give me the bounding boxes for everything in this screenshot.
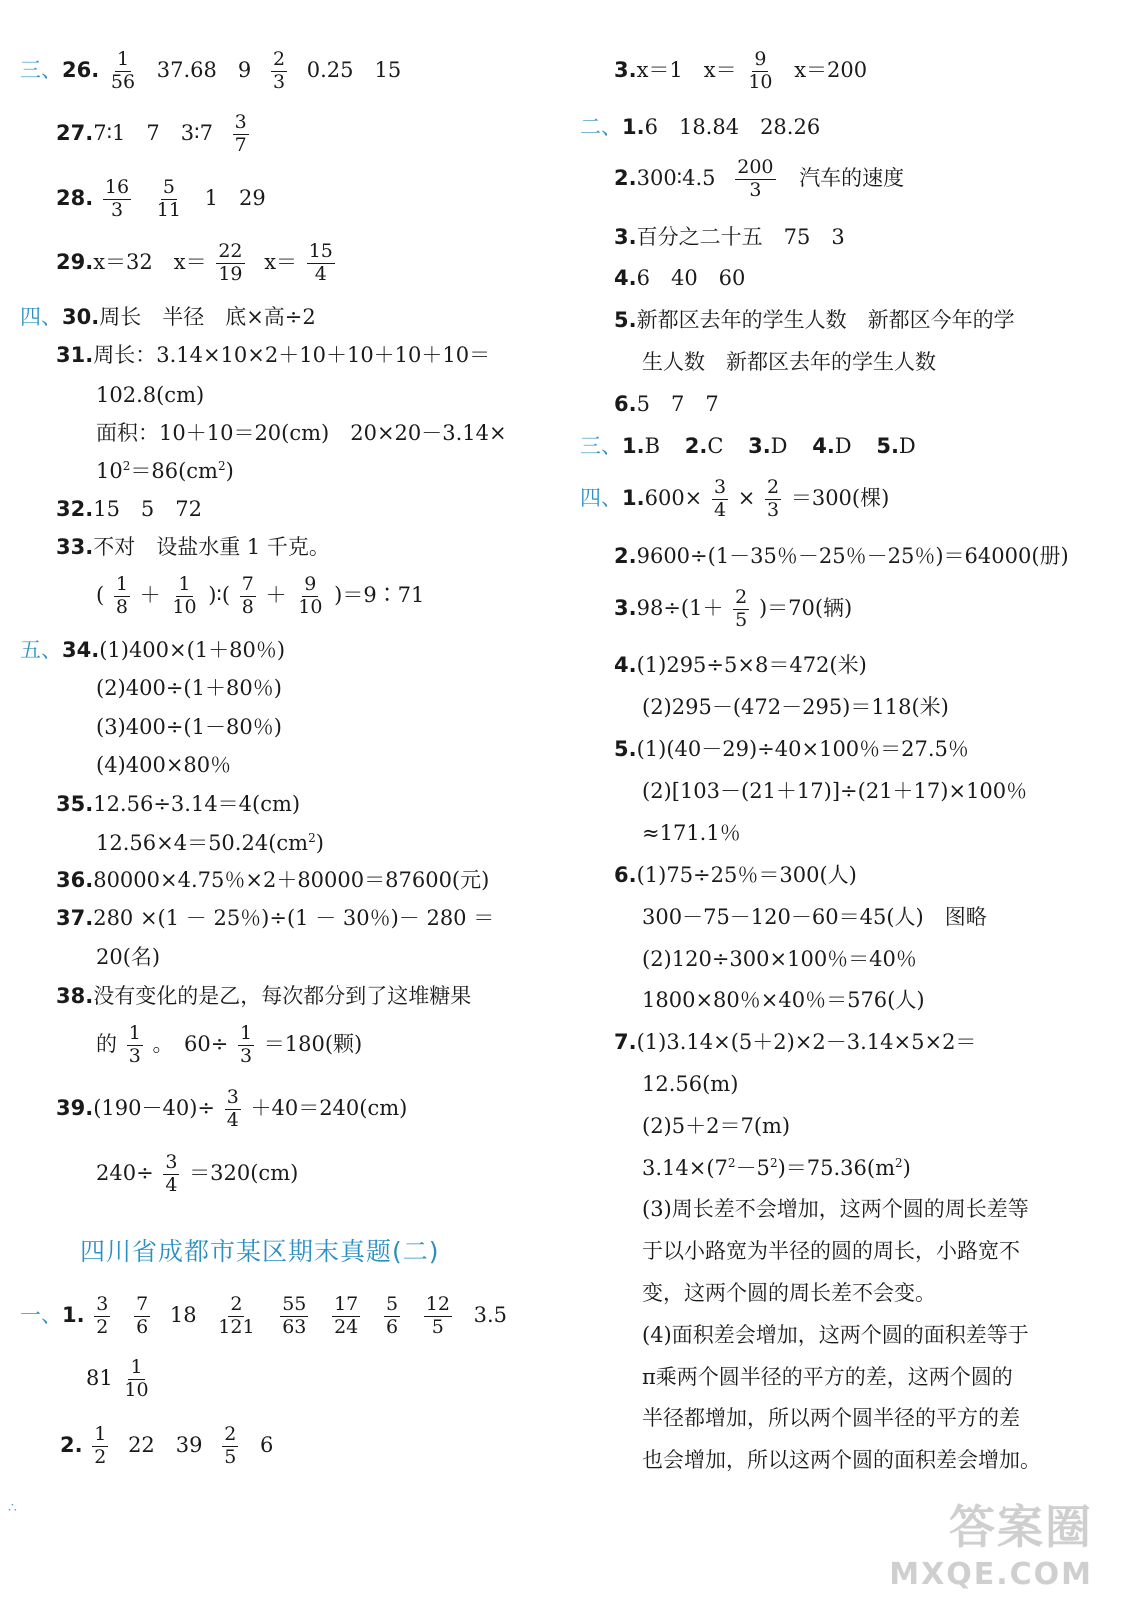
- fraction: $\frac{12}{5}$: [425, 1293, 450, 1338]
- answer-text: 1 29: [204, 185, 266, 210]
- answer-e3: 3.百分之二十五 75 3: [614, 225, 845, 249]
- section-title: 四川省成都市某区期末真题(二): [80, 1237, 440, 1266]
- fraction: $\frac{9}{10}$: [298, 573, 323, 618]
- answer-text: 280 ×(1 － 25％)÷(1 － 30％)－ 280 ＝: [93, 906, 495, 930]
- question-number: 3.: [614, 595, 637, 620]
- question-number: 26.: [62, 57, 100, 82]
- question-number: 2.: [614, 544, 637, 568]
- answer-s1-line2: 81 $\frac{1}{10}$: [86, 1356, 149, 1401]
- fraction: $\frac{1}{10}$: [172, 573, 197, 618]
- section-marker: 五、: [20, 638, 62, 662]
- section-marker: 四、: [20, 305, 62, 329]
- question-number: 1.: [622, 485, 645, 510]
- answer-d5: 5.(1)(40－29)÷40×100％＝27.5％: [614, 737, 969, 761]
- section-marker: 二、: [580, 115, 622, 139]
- question-number: 7.: [614, 1030, 637, 1054]
- question-number: 5.: [614, 737, 637, 761]
- answer-32: [56, 499, 202, 520]
- answer-s1: 一、1. $\frac{3}{2}$ $\frac{7}{6}$ 18 $\frac{2}{121}$ $\frac{55}{63}$ $\frac{17}{24}$ $\frac{5}{6}$ $\frac{12}{5}$ 3.5: [20, 1293, 508, 1338]
- fraction: $\frac{3}{2}$: [96, 1293, 109, 1338]
- question-number: 33.: [56, 535, 94, 559]
- answer-d7-line9: π乘两个圆半径的平方的差，这两个圆的: [642, 1365, 1013, 1389]
- question-number: 34.: [62, 638, 100, 662]
- question-number: 35.: [56, 792, 94, 816]
- answer-37: [56, 908, 494, 929]
- answer-d4: 4.(1)295÷5×8＝472(米): [614, 653, 867, 677]
- answer-39: 39.(190－40)÷ $\frac{3}{4}$ ＋40＝240(cm): [56, 1086, 408, 1131]
- question-number: 2.: [60, 1432, 83, 1457]
- question-number: 29.: [56, 249, 94, 274]
- question-number: 28.: [56, 185, 94, 210]
- answer-35: [56, 794, 300, 815]
- answer-d6-line4: 1800×80％×40％＝576(人): [642, 988, 925, 1012]
- answer-d7-line8: (4)面积差会增加，这两个圆的面积差等于: [642, 1323, 1029, 1347]
- answer-text: x＝32 x＝: [93, 249, 207, 274]
- question-number: 38.: [56, 984, 94, 1008]
- answer-d3: 3.98÷(1＋ $\frac{2}{5}$ )＝70(辆): [614, 586, 853, 631]
- answer-text: 周长 半径 底×高÷2: [99, 305, 316, 329]
- answer-text: 周长：3.14×10×2＋10＋10＋10＋10＝: [93, 343, 491, 367]
- answer-27: [56, 113, 252, 156]
- answer-30: [20, 307, 316, 328]
- answer-35-line2: $12.56\times 4=50.24(cm^2)$: [96, 831, 324, 855]
- answer-text: 12.56÷3.14＝4(cm): [93, 792, 301, 816]
- fraction: $\frac{3}{7}$: [234, 111, 247, 156]
- answer-33-equation: ( $\frac{1}{8}$ ＋ $\frac{1}{10}$ )∶( $\frac{7}{8}$ ＋ $\frac{9}{10}$ )＝9∶71: [96, 573, 425, 618]
- section-marker: 三、: [20, 57, 62, 82]
- answer-d2: 2.9600÷(1－35％－25％－25％)＝64000(册): [614, 544, 1069, 568]
- answer-31: [56, 345, 490, 366]
- answer-29: [56, 242, 338, 285]
- question-number: 6.: [614, 392, 637, 416]
- fraction: $\frac{1}{2}$: [94, 1423, 107, 1468]
- answer-e2: 2.300∶4.5 $\frac{200}{3}$ 汽车的速度: [614, 156, 905, 201]
- question-number: 3.: [614, 57, 637, 82]
- watermark-logo-text: 答案圈: [949, 1500, 1093, 1554]
- fraction: $\frac{22}{19}$: [218, 240, 243, 285]
- fraction: $\frac{55}{63}$: [282, 1293, 307, 1338]
- fraction: $\frac{2}{5}$: [735, 586, 748, 631]
- fraction: $\frac{7}{6}$: [136, 1293, 149, 1338]
- question-number: 1.: [622, 115, 645, 139]
- answer-31-line3: 面积：10＋10＝20(cm) 20×20－3.14×: [96, 421, 507, 445]
- fraction: $\frac{1}{8}$: [115, 573, 128, 618]
- answer-d7-line2: 12.56(m): [642, 1072, 739, 1096]
- section-marker: 四、: [580, 485, 622, 510]
- answer-28: [56, 178, 266, 221]
- fraction: $\frac{7}{8}$: [241, 573, 254, 618]
- answer-38: [56, 986, 471, 1007]
- answer-d7-line7: 变，这两个圆的周长差不会变。: [642, 1281, 936, 1305]
- answer-text: 没有变化的是乙，每次都分到了这堆糖果: [93, 984, 472, 1008]
- answer-e1: 二、1.6 18.84 28.26: [580, 115, 821, 139]
- question-number: 2.: [614, 165, 637, 190]
- answer-39-line2: 240÷ $\frac{3}{4}$ ＝320(cm): [96, 1151, 299, 1196]
- answer-31-line2: 102.8(cm): [96, 383, 205, 407]
- answer-text: 80000×4.75％×2＋80000＝87600(元): [93, 868, 490, 892]
- question-number: 39.: [56, 1095, 94, 1120]
- fraction: $\frac{9}{10}$: [748, 48, 773, 93]
- fraction: $\frac{200}{3}$: [737, 156, 774, 201]
- answer-text: 7∶1 7 3∶7: [93, 120, 213, 145]
- answer-31-line4: $10^2=86(cm^2)$: [96, 459, 234, 483]
- fraction: $\frac{15}{4}$: [308, 240, 333, 285]
- fraction: $\frac{17}{24}$: [334, 1293, 359, 1338]
- answer-e4: 4.6 40 60: [614, 266, 746, 290]
- answer-37-line2: 20(名): [96, 945, 161, 969]
- fraction: $\frac{5}{11}$: [156, 176, 181, 221]
- answer-e6: 6.5 7 7: [614, 392, 719, 416]
- question-number: 30.: [62, 305, 100, 329]
- fraction: $\frac{3}{4}$: [713, 476, 727, 521]
- answer-d1: 四、1.600× $\frac{3}{4}$ × $\frac{2}{3}$ ＝300(棵): [580, 476, 890, 521]
- watermark: [889, 1491, 1093, 1592]
- answer-34: [20, 640, 285, 661]
- fraction: $\frac{2}{3}$: [767, 476, 780, 521]
- answer-s2: 2. $\frac{1}{2}$ 22 39 $\frac{2}{5}$ 6: [60, 1423, 274, 1468]
- corner-dots: ∴: [8, 1500, 17, 1516]
- question-number: 5.: [614, 308, 637, 332]
- answer-26: [20, 50, 401, 93]
- question-number: 37.: [56, 906, 94, 930]
- answer-d7-line6: 于以小路宽为半径的圆的周长，小路宽不: [642, 1239, 1020, 1263]
- answer-d7-line4: $3.14\times(7^2-5^2)=75.36(m^2)$: [642, 1156, 911, 1180]
- answer-38-line2: 的 $\frac{1}{3}$ 。 60÷ $\frac{1}{3}$ ＝180(颗): [96, 1022, 363, 1067]
- question-number: 32.: [56, 497, 94, 521]
- answer-d6-line3: (2)120÷300×100％＝40％: [642, 947, 917, 971]
- answer-34-line2: (2)400÷(1＋80％): [96, 676, 282, 700]
- watermark-url: MXQE.COM: [889, 1557, 1093, 1592]
- question-number: 27.: [56, 120, 94, 145]
- fraction: $\frac{3}{4}$: [226, 1086, 239, 1131]
- answer-34-line4: (4)400×80％: [96, 753, 232, 777]
- answer-d6-line2: 300－75－120－60＝45(人) 图略: [642, 905, 987, 929]
- question-number: 3.: [614, 225, 637, 249]
- answer-text: 15 5 72: [93, 497, 203, 521]
- answer-34-line3: (3)400÷(1－80％): [96, 715, 282, 739]
- answer-text: 不对 设盐水重 1 千克。: [93, 535, 330, 559]
- answer-d7-line3: (2)5＋2＝7(m): [642, 1114, 791, 1138]
- answer-d7-line11: 也会增加，所以这两个圆的面积差会增加。: [642, 1448, 1041, 1472]
- answer-e5: 5.新都区去年的学生人数 新都区今年的学: [614, 308, 1015, 332]
- question-number: 4.: [614, 653, 637, 677]
- answer-36: [56, 870, 489, 891]
- question-number: 4.: [614, 266, 637, 290]
- answer-d7-line5: (3)周长差不会增加，这两个圆的周长差等: [642, 1197, 1029, 1221]
- question-number: 31.: [56, 343, 94, 367]
- answer-c1: 三、1.B 2.C 3.D 4.D 5.D: [580, 434, 916, 458]
- fraction: $\frac{2}{3}$: [272, 48, 286, 93]
- answer-d5-line3: ≈171.1％: [642, 821, 741, 845]
- fraction: $\frac{16}{3}$: [104, 176, 130, 221]
- fraction: $\frac{1}{3}$: [128, 1022, 141, 1067]
- fraction: $\frac{2}{121}$: [218, 1293, 255, 1338]
- fraction: $\frac{1}{10}$: [124, 1356, 149, 1401]
- section-marker: 一、: [20, 1302, 62, 1327]
- question-number: 36.: [56, 868, 94, 892]
- answer-e5-line2: 生人数 新都区去年的学生人数: [642, 350, 936, 374]
- answer-d7: 7.(1)3.14×(5＋2)×2－3.14×5×2＝: [614, 1030, 977, 1054]
- answer-d6: 6.(1)75÷25％＝300(人): [614, 863, 857, 887]
- answer-d5-line2: (2)[103－(21＋17)]÷(21＋17)×100％: [642, 779, 1028, 803]
- fraction: $\frac{3}{4}$: [165, 1151, 178, 1196]
- answer-r3: 3.x＝1 x＝ $\frac{9}{10}$ x＝200: [614, 48, 868, 93]
- answer-text: (1)400×(1＋80％): [99, 638, 286, 662]
- answer-33: [56, 537, 330, 558]
- answer-text: x＝: [264, 249, 298, 274]
- fraction: $\frac{1}{3}$: [239, 1022, 253, 1067]
- fraction: $\frac{2}{5}$: [224, 1423, 237, 1468]
- answer-text: 0.25 15: [306, 57, 402, 82]
- fraction: $\frac{1}{56}$: [110, 48, 136, 93]
- answer-text: 37.68 9: [156, 57, 252, 82]
- fraction: $\frac{5}{6}$: [385, 1293, 399, 1338]
- answer-d4-line2: (2)295－(472－295)＝118(米): [642, 695, 949, 719]
- question-number: 6.: [614, 863, 637, 887]
- answer-d7-line10: 半径都增加，所以两个圆半径的平方的差: [642, 1406, 1020, 1430]
- section-marker: 三、: [580, 434, 622, 458]
- question-number: 1.: [62, 1302, 85, 1327]
